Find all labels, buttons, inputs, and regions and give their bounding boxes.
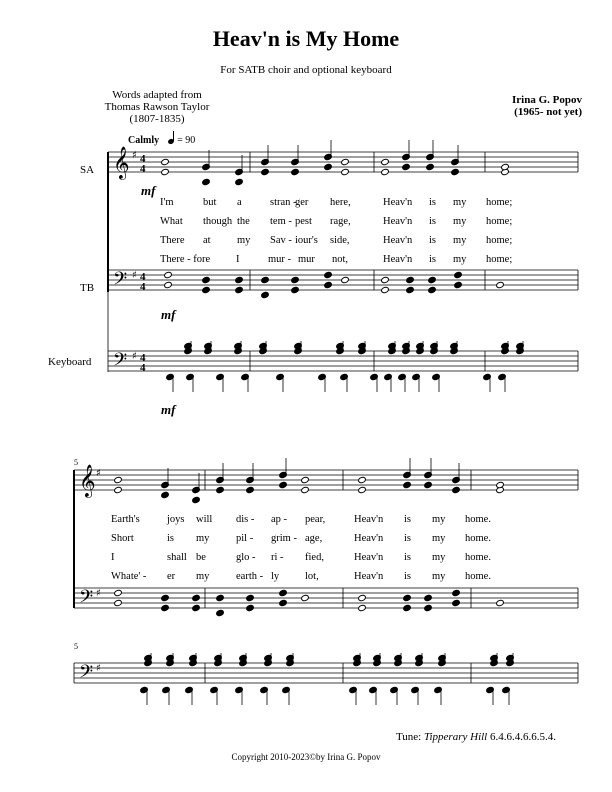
- measure-number-5-keyboard: 5: [74, 642, 78, 651]
- key-signature-sharp: ♯: [96, 588, 101, 599]
- note-head: [246, 604, 255, 611]
- lyric-syllable: at: [203, 235, 211, 246]
- lyric-syllable: I'm: [160, 197, 174, 208]
- lyric-syllable: mur -: [268, 254, 292, 265]
- note-head: [216, 594, 225, 601]
- lyric-syllable: home.: [465, 571, 491, 582]
- time-signature: 4: [140, 153, 146, 165]
- words-credit-line-2: Thomas Rawson Taylor: [104, 101, 210, 113]
- lyric-syllable: my: [237, 235, 251, 246]
- note-head: [161, 604, 170, 611]
- note-head: [381, 276, 390, 283]
- note-head: [426, 163, 435, 170]
- lyric-syllable: the: [237, 216, 250, 227]
- note-head: [235, 276, 244, 283]
- composer-dates: (1965- not yet): [514, 106, 582, 118]
- lyric-syllable: ri -: [271, 552, 284, 563]
- staff-label-tb: TB: [80, 282, 95, 294]
- lyric-syllable: my: [453, 197, 467, 208]
- clef-symbol: 𝄢: [113, 350, 128, 375]
- note-head: [164, 271, 173, 278]
- note-head: [192, 604, 201, 611]
- note-head: [301, 476, 310, 483]
- note-head: [301, 486, 310, 493]
- dynamic-mf-keyboard: mf: [161, 402, 176, 417]
- lyric-syllable: but: [203, 197, 217, 208]
- lyric-syllable: Heav'n: [383, 235, 413, 246]
- lyric-syllable: lot,: [305, 571, 319, 582]
- lyric-syllable: not,: [332, 254, 349, 265]
- lyric-syllable: Earth's: [111, 514, 140, 525]
- note-head: [341, 158, 350, 165]
- key-signature-sharp: ♯: [132, 150, 137, 161]
- lyric-syllable: tem -: [270, 216, 292, 227]
- note-head: [279, 589, 288, 596]
- lyric-syllable: a: [237, 197, 242, 208]
- lyric-syllable: I: [111, 552, 115, 563]
- lyric-syllable: side,: [330, 235, 350, 246]
- lyric-syllable: age,: [305, 533, 323, 544]
- lyric-syllable: There: [160, 235, 185, 246]
- note-head: [202, 276, 211, 283]
- note-head: [291, 168, 300, 175]
- tempo-bpm: = 90: [177, 135, 196, 146]
- note-head: [291, 286, 300, 293]
- note-head: [202, 286, 211, 293]
- lyric-syllable: er: [167, 571, 176, 582]
- note-head: [114, 599, 123, 606]
- lyric-syllable: mur: [298, 254, 315, 265]
- note-head: [324, 271, 333, 278]
- note-head: [216, 486, 225, 493]
- copyright: Copyright 2010-2023©by Irina G. Popov: [231, 752, 381, 762]
- note-head: [402, 163, 411, 170]
- note-head: [403, 604, 412, 611]
- note-head: [358, 476, 367, 483]
- tune-meter: 6.4.6.4.6.6.5.4.: [490, 731, 556, 743]
- lyric-syllable: Heav'n: [383, 197, 413, 208]
- lyric-syllable: iour's: [295, 235, 318, 246]
- tune-name: Tipperary Hill: [423, 731, 488, 743]
- lyric-syllable: Heav'n: [383, 254, 413, 265]
- lyric-syllable: pest: [295, 216, 312, 227]
- note-head: [452, 486, 461, 493]
- lyric-syllable: is: [429, 235, 437, 246]
- staff-label-keyboard: Keyboard: [48, 356, 92, 368]
- lyric-syllable: home.: [465, 552, 491, 563]
- note-head: [192, 594, 201, 601]
- note-head: [381, 168, 390, 175]
- note-head: [496, 281, 505, 288]
- note-head: [451, 168, 460, 175]
- lyric-syllable: my: [196, 571, 210, 582]
- note-head: [301, 594, 310, 601]
- lyric-syllable: grim -: [271, 533, 297, 544]
- note-head: [246, 594, 255, 601]
- lyric-syllable: stran -: [270, 197, 297, 208]
- time-signature: 4: [140, 271, 146, 283]
- lyric-syllable: Heav'n: [354, 571, 384, 582]
- note-head: [235, 286, 244, 293]
- lyric-syllable: Whate' -: [111, 571, 147, 582]
- dynamic-mf-sa: mf: [141, 183, 156, 198]
- note-head: [161, 168, 170, 175]
- time-signature: 4: [140, 281, 146, 293]
- note-head: [452, 599, 461, 606]
- note-head: [358, 594, 367, 601]
- note-head: [161, 594, 170, 601]
- lyric-syllable: There - fore: [160, 254, 211, 265]
- lyric-syllable: Heav'n: [354, 533, 384, 544]
- lyric-syllable: is: [404, 552, 412, 563]
- lyric-syllable: here,: [330, 197, 351, 208]
- lyric-syllable: my: [453, 216, 467, 227]
- lyric-syllable: home;: [486, 197, 513, 208]
- note-head: [216, 609, 225, 616]
- key-signature-sharp: ♯: [132, 270, 137, 281]
- clef-symbol: 𝄢: [79, 587, 94, 612]
- note-head: [235, 178, 244, 185]
- lyric-syllable: dis -: [236, 514, 255, 525]
- note-head: [161, 158, 170, 165]
- lyric-syllable: my: [453, 254, 467, 265]
- lyric-syllable: Heav'n: [354, 552, 384, 563]
- lyric-syllable: is: [404, 514, 412, 525]
- time-signature: 4: [140, 362, 146, 374]
- note-head: [324, 281, 333, 288]
- key-signature-sharp: ♯: [96, 663, 101, 674]
- lyric-syllable: rage,: [330, 216, 351, 227]
- words-credit-line-1: Words adapted from: [112, 89, 202, 101]
- note-head: [202, 178, 211, 185]
- lyric-syllable: my: [196, 533, 210, 544]
- lyric-syllable: home.: [465, 514, 491, 525]
- lyric-syllable: glo -: [236, 552, 256, 563]
- lyric-syllable: home.: [465, 533, 491, 544]
- lyric-syllable: What: [160, 216, 183, 227]
- lyric-syllable: Heav'n: [354, 514, 384, 525]
- note-head: [261, 291, 270, 298]
- key-signature-sharp: ♯: [96, 468, 101, 479]
- note-head: [454, 281, 463, 288]
- note-head: [406, 286, 415, 293]
- measure-number-5: 5: [74, 458, 78, 467]
- clef-symbol: 𝄞: [113, 146, 130, 179]
- note-head: [358, 604, 367, 611]
- note-head: [403, 594, 412, 601]
- note-head: [114, 589, 123, 596]
- note-head: [279, 481, 288, 488]
- lyric-syllable: joys: [167, 514, 185, 525]
- time-signature: 4: [140, 352, 146, 364]
- lyric-syllable: home;: [486, 254, 513, 265]
- note-head: [261, 168, 270, 175]
- lyric-syllable: my: [432, 571, 446, 582]
- note-head: [341, 276, 350, 283]
- subtitle: For SATB choir and optional keyboard: [220, 64, 392, 76]
- tune-info: [396, 731, 556, 743]
- lyric-syllable: Short: [111, 533, 134, 544]
- lyric-syllable: is: [429, 216, 437, 227]
- words-credit-line-3: (1807-1835): [129, 113, 185, 125]
- lyric-syllable: my: [432, 514, 446, 525]
- lyric-syllable: shall: [167, 552, 187, 563]
- note-head: [192, 496, 201, 503]
- lyric-syllable: pear,: [305, 514, 326, 525]
- key-signature-sharp: ♯: [132, 351, 137, 362]
- lyric-syllable: is: [404, 533, 412, 544]
- lyric-syllable: my: [432, 533, 446, 544]
- lyric-syllable: my: [432, 552, 446, 563]
- composer-name: Irina G. Popov: [512, 94, 582, 106]
- lyric-syllable: is: [429, 254, 437, 265]
- lyric-syllable: will: [196, 514, 213, 525]
- time-signature: 4: [140, 163, 146, 175]
- staff-label-sa: SA: [80, 164, 95, 176]
- note-head: [164, 281, 173, 288]
- dynamic-mf-tb: mf: [161, 307, 176, 322]
- note-head: [246, 486, 255, 493]
- lyric-syllable: pil -: [236, 533, 254, 544]
- lyric-syllable: I: [236, 254, 240, 265]
- note-head: [403, 481, 412, 488]
- note-head: [279, 599, 288, 606]
- note-head: [454, 271, 463, 278]
- note-head: [341, 168, 350, 175]
- clef-symbol: 𝄞: [79, 464, 96, 497]
- note-head: [381, 158, 390, 165]
- tempo-text: Calmly: [128, 135, 160, 146]
- clef-symbol: 𝄢: [113, 269, 128, 294]
- lyric-syllable: is: [167, 533, 175, 544]
- lyric-syllable: home;: [486, 235, 513, 246]
- page-title: Heav'n is My Home: [212, 26, 400, 51]
- lyric-syllable: home;: [486, 216, 513, 227]
- lyric-syllable: is: [404, 571, 412, 582]
- tune-prefix: Tune:: [395, 731, 422, 743]
- note-head: [496, 599, 505, 606]
- clef-symbol: 𝄢: [79, 662, 94, 687]
- note-head: [358, 486, 367, 493]
- lyric-syllable: ger: [295, 197, 309, 208]
- note-head: [291, 276, 300, 283]
- lyric-syllable: earth -: [236, 571, 264, 582]
- note-head: [114, 486, 123, 493]
- note-head: [161, 491, 170, 498]
- note-head: [428, 276, 437, 283]
- note-head: [114, 476, 123, 483]
- lyric-syllable: Sav -: [270, 235, 292, 246]
- note-head: [406, 276, 415, 283]
- note-head: [381, 286, 390, 293]
- note-head: [428, 286, 437, 293]
- lyric-syllable: Heav'n: [383, 216, 413, 227]
- note-head: [261, 276, 270, 283]
- lyric-syllable: is: [429, 197, 437, 208]
- lyric-syllable: though: [203, 216, 233, 227]
- note-head: [452, 589, 461, 596]
- lyric-syllable: fied,: [305, 552, 324, 563]
- lyric-syllable: ap -: [271, 514, 288, 525]
- lyric-syllable: ly: [271, 571, 280, 582]
- lyric-syllable: my: [453, 235, 467, 246]
- lyric-syllable: be: [196, 552, 206, 563]
- note-head: [424, 481, 433, 488]
- note-head: [424, 604, 433, 611]
- note-head: [324, 163, 333, 170]
- note-head: [424, 594, 433, 601]
